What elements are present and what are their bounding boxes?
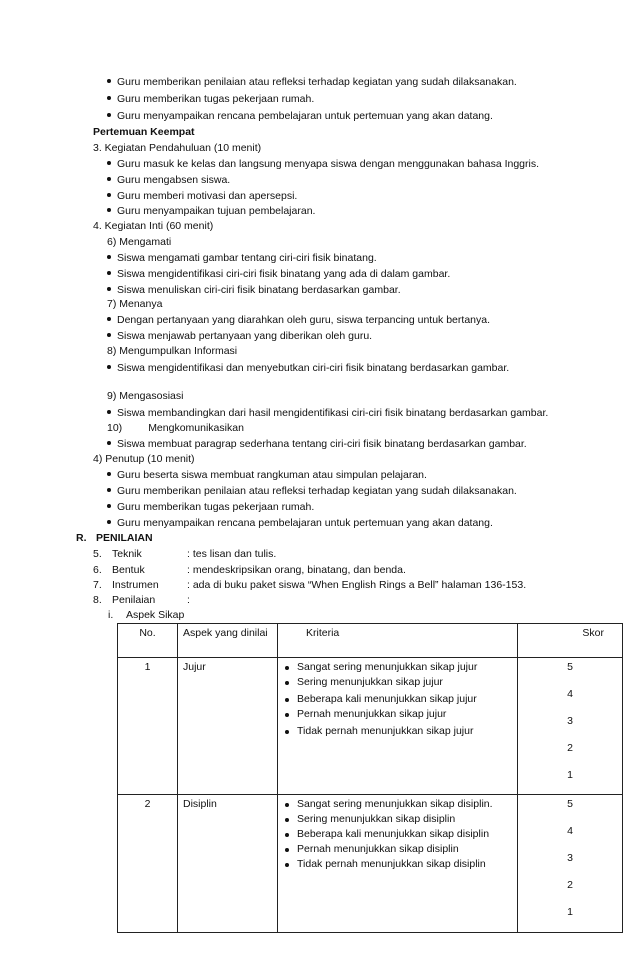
- row-aspek: Disiplin: [178, 795, 278, 933]
- bullet-icon: [285, 863, 289, 867]
- list-item: Guru mengabsen siswa.: [107, 174, 230, 187]
- kriteria-item: Sering menunjukkan sikap jujur: [283, 675, 512, 690]
- bullet-icon: [107, 333, 111, 337]
- bullet-icon: [285, 848, 289, 852]
- kriteria-item: Sangat sering menunjukkan sikap jujur: [283, 660, 512, 675]
- bullet-icon: [285, 730, 289, 734]
- list-item: Siswa menjawab pertanyaan yang diberikan oleh guru.: [107, 330, 372, 343]
- row-aspek: Jujur: [178, 658, 278, 795]
- bullet-icon: [285, 698, 289, 702]
- row-kriteria: [278, 795, 518, 933]
- section-title: PENILAIAN: [96, 532, 153, 544]
- kriteria-item: Tidak pernah menunjukkan sikap jujur: [283, 724, 512, 739]
- list-item: Siswa mengidentifikasi ciri-ciri fisik binatang yang ada di dalam gambar.: [107, 268, 450, 281]
- bullet-icon: [107, 472, 111, 476]
- bullet-icon: [285, 833, 289, 837]
- bullet-icon: [285, 681, 289, 685]
- table-header-row: [118, 624, 623, 658]
- subsection-heading: 8) Mengumpulkan Informasi: [107, 345, 238, 357]
- penilaian-row-num: 6.: [93, 564, 102, 576]
- bullet-icon: [285, 818, 289, 822]
- bullet-icon: [107, 287, 111, 291]
- list-item: Guru beserta siswa membuat rangkuman atau simpulan pelajaran.: [107, 469, 427, 482]
- bullet-icon: [285, 713, 289, 717]
- sub-item-num: i.: [108, 609, 114, 621]
- penilaian-row-label: Teknik: [112, 548, 142, 560]
- row-no: 1: [118, 658, 178, 795]
- header-skor: Skor: [518, 624, 623, 658]
- bullet-icon: [107, 193, 111, 197]
- row-no: 2: [118, 795, 178, 933]
- bullet-icon: [107, 255, 111, 259]
- section-heading: 4) Penutup (10 menit): [93, 453, 195, 465]
- list-item: Siswa mengidentifikasi dan menyebutkan ciri-ciri fisik binatang berdasarkan gambar.: [107, 362, 509, 375]
- skor-value: 3: [567, 852, 573, 864]
- subsection-heading: 9) Mengasosiasi: [107, 390, 184, 402]
- bullet-icon: [107, 504, 111, 508]
- penilaian-row-label: Bentuk: [112, 564, 145, 576]
- penilaian-row-label: Penilaian: [112, 594, 156, 606]
- subsection-heading: 7) Menanya: [107, 298, 163, 310]
- section-heading: 4. Kegiatan Inti (60 menit): [93, 220, 214, 232]
- header-no: No.: [118, 624, 178, 658]
- bullet-icon: [107, 208, 111, 212]
- skor-value: 1: [567, 906, 573, 918]
- skor-value: 1: [567, 769, 573, 781]
- kriteria-item: Tidak pernah menunjukkan sikap disiplin: [283, 857, 512, 872]
- list-item: Siswa mengamati gambar tentang ciri-ciri fisik binatang.: [107, 252, 377, 265]
- row-skor: [518, 658, 623, 795]
- list-item: Guru memberikan penilaian atau refleksi terhadap kegiatan yang sudah dilaksanakan.: [107, 485, 517, 498]
- row-kriteria: [278, 658, 518, 795]
- subsection-heading: 10) Mengkomunikasikan: [107, 422, 244, 434]
- bullet-icon: [107, 410, 111, 414]
- sub-item-label: Aspek Sikap: [126, 609, 185, 621]
- penilaian-row-value: : mendeskripsikan orang, binatang, dan benda.: [187, 564, 406, 576]
- list-item: Guru menyampaikan rencana pembelajaran untuk pertemuan yang akan datang.: [107, 110, 493, 123]
- skor-value: 2: [567, 879, 573, 891]
- list-item: Guru memberi motivasi dan apersepsi.: [107, 190, 297, 203]
- section-letter: R.: [76, 532, 87, 544]
- bullet-icon: [107, 488, 111, 492]
- section-heading: 3. Kegiatan Pendahuluan (10 menit): [93, 142, 262, 154]
- list-item: Guru menyampaikan tujuan pembelajaran.: [107, 205, 315, 218]
- bullet-icon: [285, 803, 289, 807]
- kriteria-item: Beberapa kali menunjukkan sikap jujur: [283, 692, 512, 707]
- list-item: Siswa menuliskan ciri-ciri fisik binatang berdasarkan gambar.: [107, 284, 401, 297]
- penilaian-row-value: :: [187, 594, 190, 606]
- list-item: Guru menyampaikan rencana pembelajaran untuk pertemuan yang akan datang.: [107, 517, 493, 530]
- kriteria-item: Sangat sering menunjukkan sikap disiplin.: [283, 797, 512, 812]
- penilaian-row-label: Instrumen: [112, 579, 159, 591]
- bullet-icon: [107, 441, 111, 445]
- table-row: [118, 795, 623, 933]
- bullet-icon: [107, 520, 111, 524]
- bullet-icon: [285, 666, 289, 670]
- kriteria-item: Sering menunjukkan sikap disiplin: [283, 812, 512, 827]
- list-item: Guru masuk ke kelas dan langsung menyapa siswa dengan menggunakan bahasa Inggris.: [107, 158, 539, 171]
- kriteria-item: Beberapa kali menunjukkan sikap disiplin: [283, 827, 512, 842]
- skor-value: 2: [567, 742, 573, 754]
- bullet-icon: [107, 271, 111, 275]
- penilaian-row-value: : ada di buku paket siswa “When English Rings a Bell” halaman 136-153.: [187, 579, 527, 591]
- penilaian-row-value: : tes lisan dan tulis.: [187, 548, 277, 560]
- list-item: Dengan pertanyaan yang diarahkan oleh guru, siswa terpancing untuk bertanya.: [107, 314, 490, 327]
- bullet-icon: [107, 96, 111, 100]
- row-skor: [518, 795, 623, 933]
- list-item: Guru memberikan tugas pekerjaan rumah.: [107, 93, 314, 106]
- table-row: [118, 658, 623, 795]
- list-item: Guru memberikan penilaian atau refleksi terhadap kegiatan yang sudah dilaksanakan.: [107, 76, 517, 89]
- penilaian-row-num: 5.: [93, 548, 102, 560]
- bullet-icon: [107, 113, 111, 117]
- bullet-icon: [107, 177, 111, 181]
- header-kriteria: Kriteria: [278, 624, 518, 658]
- penilaian-row-num: 7.: [93, 579, 102, 591]
- skor-value: 4: [567, 688, 573, 700]
- list-item: Siswa membandingkan dari hasil mengidentifikasi ciri-ciri fisik binatang berdasarkan gambar.: [107, 407, 548, 420]
- bullet-icon: [107, 365, 111, 369]
- skor-value: 5: [567, 798, 573, 810]
- skor-value: 4: [567, 825, 573, 837]
- list-item: Guru memberikan tugas pekerjaan rumah.: [107, 501, 314, 514]
- header-aspek: Aspek yang dinilai: [178, 624, 278, 658]
- bullet-icon: [107, 317, 111, 321]
- kriteria-item: Pernah menunjukkan sikap jujur: [283, 707, 512, 722]
- subsection-heading: 6) Mengamati: [107, 236, 172, 248]
- penilaian-row-num: 8.: [93, 594, 102, 606]
- sikap-table: [117, 623, 623, 933]
- bullet-icon: [107, 161, 111, 165]
- bullet-icon: [107, 79, 111, 83]
- meeting-title: Pertemuan Keempat: [93, 126, 195, 138]
- skor-value: 3: [567, 715, 573, 727]
- skor-value: 5: [567, 661, 573, 673]
- list-item: Siswa membuat paragrap sederhana tentang ciri-ciri fisik binatang berdasarkan gambar.: [107, 438, 527, 451]
- kriteria-item: Pernah menunjukkan sikap disiplin: [283, 842, 512, 857]
